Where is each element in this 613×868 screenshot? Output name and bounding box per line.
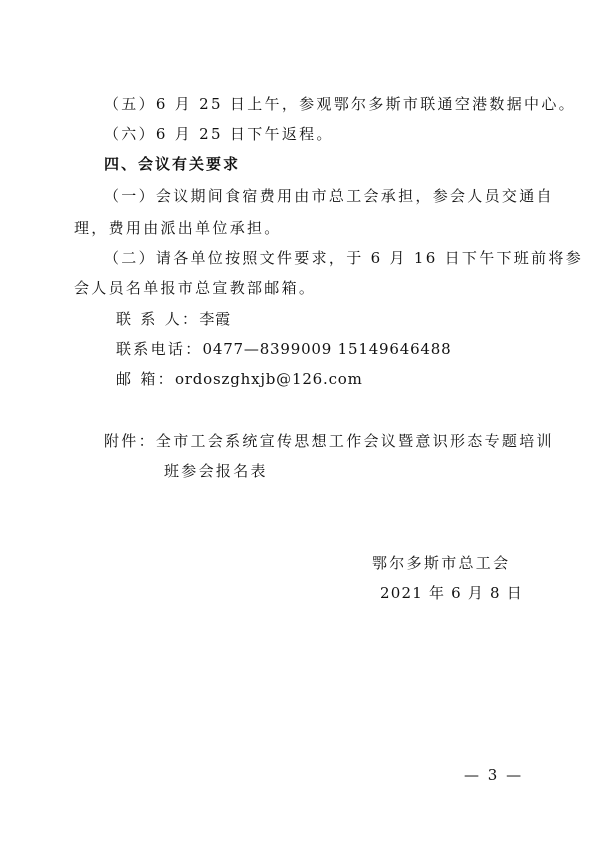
requirement-2-line-1: （二）请各单位按照文件要求，于 6 月 16 日下午下班前将参 bbox=[104, 249, 584, 267]
contact-phone bbox=[116, 339, 451, 359]
contact-email-value: ordoszghxjb@126.com bbox=[174, 370, 363, 388]
schedule-item-5: （五）6 月 25 日上午，参观鄂尔多斯市联通空港数据中心。 bbox=[104, 95, 576, 113]
attachment-line-1: 附件：全市工会系统宣传思想工作会议暨意识形态专题培训 bbox=[104, 432, 554, 450]
signature-organization: 鄂尔多斯市总工会 bbox=[372, 554, 511, 572]
signature-date: 2021 年 6 月 8 日 bbox=[380, 584, 523, 602]
contact-email bbox=[116, 369, 363, 389]
requirement-1-line-1: （一）会议期间食宿费用由市总工会承担，参会人员交通自 bbox=[104, 187, 554, 205]
attachment-line-2: 班参会报名表 bbox=[164, 462, 268, 480]
requirement-1-line-2: 理，费用由派出单位承担。 bbox=[74, 219, 282, 237]
schedule-item-6: （六）6 月 25 日下午返程。 bbox=[104, 125, 334, 143]
requirement-2-line-2: 会人员名单报市总宣教部邮箱。 bbox=[74, 279, 317, 297]
contact-phone-label: 联系电话： bbox=[116, 340, 203, 358]
page-number: — 3 — bbox=[464, 766, 524, 784]
contact-person bbox=[116, 309, 231, 329]
section-heading: 四、会议有关要求 bbox=[104, 155, 241, 173]
contact-person-value: 李霞 bbox=[199, 310, 231, 328]
contact-phone-value: 0477—8399009 15149646488 bbox=[202, 340, 452, 358]
contact-person-label: 联 系 人： bbox=[116, 310, 200, 328]
contact-email-label: 邮 箱： bbox=[116, 370, 175, 388]
